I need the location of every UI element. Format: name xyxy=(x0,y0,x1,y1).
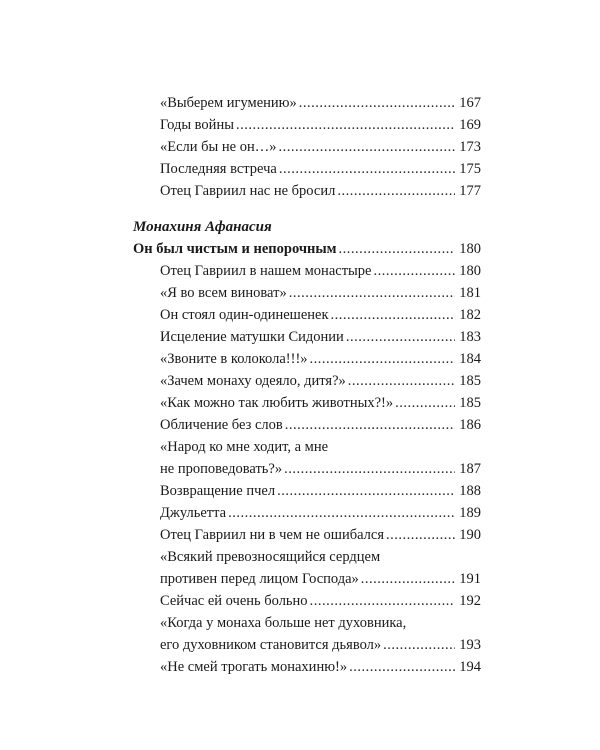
toc-entry-title: Возвращение пчел xyxy=(160,483,276,499)
toc-entry xyxy=(133,348,481,370)
toc-entry-page: 187 xyxy=(459,461,481,477)
section-heading: Монахиня Афанасия xyxy=(133,219,272,235)
toc-entry-multiline xyxy=(133,436,481,480)
toc-entry xyxy=(133,282,481,304)
toc-entry xyxy=(133,414,481,436)
toc-entry xyxy=(133,326,481,348)
toc-entry xyxy=(133,304,481,326)
toc-entry-page: 181 xyxy=(459,285,481,301)
dot-leader xyxy=(361,568,455,590)
dot-leader xyxy=(339,238,455,260)
toc-entry-multiline xyxy=(133,612,481,656)
dot-leader xyxy=(284,458,455,480)
toc-entry-title: Обличение без слов xyxy=(160,417,283,433)
toc-entry-title: Он стоял один-одинешенек xyxy=(160,307,329,323)
toc-entry-title: Последняя встреча xyxy=(160,161,277,177)
toc-entry-title: Он был чистым и непорочным xyxy=(133,241,337,257)
toc-entry xyxy=(133,92,481,114)
toc-entry xyxy=(133,502,481,524)
toc-entry xyxy=(133,370,481,392)
toc-entry-title: не проповедовать?» xyxy=(160,461,283,477)
toc-entry-title: Исцеление матушки Сидонии xyxy=(160,329,344,345)
toc-entry-title-line1: «Народ ко мне ходит, а мне xyxy=(160,439,329,455)
toc-entry-title: Джульетта xyxy=(160,505,227,521)
toc-entry-page: 175 xyxy=(459,161,481,177)
toc-entry xyxy=(133,180,481,202)
dot-leader xyxy=(395,392,455,414)
dot-leader xyxy=(346,326,455,348)
toc-entry-title: «Если бы не он…» xyxy=(160,139,277,155)
dot-leader xyxy=(383,634,455,656)
toc-entry-title-line1: «Всякий превозносящийся сердцем xyxy=(160,549,381,565)
toc-entry-title: Отец Гавриил в нашем монастыре xyxy=(160,263,372,279)
toc-entry-page: 180 xyxy=(459,241,481,257)
toc-entry xyxy=(133,260,481,282)
toc-entry-title-line1: «Когда у монаха больше нет духовника, xyxy=(160,615,407,631)
toc-entry-page: 180 xyxy=(459,263,481,279)
toc-entry-title: Отец Гавриил нас не бросил xyxy=(160,183,336,199)
toc-entry xyxy=(133,114,481,136)
dot-leader xyxy=(386,524,455,546)
toc-entry-page: 194 xyxy=(459,659,481,675)
toc-entry-title: Годы войны xyxy=(160,117,234,133)
dot-leader xyxy=(236,114,455,136)
toc-entry-title: Отец Гавриил ни в чем не ошибался xyxy=(160,527,384,543)
dot-leader xyxy=(310,590,455,612)
toc-entry-title: «Не смей трогать монахиню!» xyxy=(160,659,348,675)
dot-leader xyxy=(331,304,455,326)
dot-leader xyxy=(348,370,455,392)
toc-entry xyxy=(133,590,481,612)
toc-entry xyxy=(133,480,481,502)
dot-leader xyxy=(285,414,455,436)
toc-entry-title: противен перед лицом Господа» xyxy=(160,571,359,587)
toc-block-continued xyxy=(133,92,481,202)
toc-entry-title: Сейчас ей очень больно xyxy=(160,593,308,609)
toc-entry-title: «Зачем монаху одеяло, дитя?» xyxy=(160,373,346,389)
toc-entry-page: 183 xyxy=(459,329,481,345)
toc-entry-multiline xyxy=(133,546,481,590)
dot-leader xyxy=(373,260,455,282)
toc-entry xyxy=(133,656,481,678)
toc-entry-page: 177 xyxy=(459,183,481,199)
dot-leader xyxy=(310,348,455,370)
dot-leader xyxy=(349,656,455,678)
toc-entry-page: 190 xyxy=(459,527,481,543)
toc-entry xyxy=(133,524,481,546)
toc-main-entry xyxy=(133,238,481,260)
toc-block-afanasia xyxy=(133,216,481,678)
dot-leader xyxy=(228,502,455,524)
toc-entry-title: его духовником становится дьявол» xyxy=(160,637,382,653)
toc-entry-page: 188 xyxy=(459,483,481,499)
dot-leader xyxy=(279,136,456,158)
toc-entry xyxy=(133,158,481,180)
toc-entry-page: 192 xyxy=(459,593,481,609)
toc-entry-page: 185 xyxy=(459,373,481,389)
toc-entry-title: «Как можно так любить животных?!» xyxy=(160,395,394,411)
toc-entry xyxy=(133,392,481,414)
dot-leader xyxy=(299,92,455,114)
toc-entry-page: 182 xyxy=(459,307,481,323)
dot-leader xyxy=(289,282,455,304)
toc-entry-title: «Звоните в колокола!!!» xyxy=(160,351,308,367)
dot-leader xyxy=(279,158,455,180)
dot-leader xyxy=(337,180,455,202)
toc-entry-page: 173 xyxy=(459,139,481,155)
toc-entry-page: 191 xyxy=(459,571,481,587)
toc-entry-page: 167 xyxy=(459,95,481,111)
toc-entry xyxy=(133,136,481,158)
toc-entry-page: 193 xyxy=(459,637,481,653)
toc-entry-page: 169 xyxy=(459,117,481,133)
toc-entry-page: 185 xyxy=(459,395,481,411)
toc-entry-page: 189 xyxy=(459,505,481,521)
toc-entry-page: 184 xyxy=(459,351,481,367)
dot-leader xyxy=(277,480,455,502)
toc-entry-title: «Выберем игумению» xyxy=(160,95,297,111)
toc-entry-page: 186 xyxy=(459,417,481,433)
toc-entry-title: «Я во всем виноват» xyxy=(160,285,287,301)
